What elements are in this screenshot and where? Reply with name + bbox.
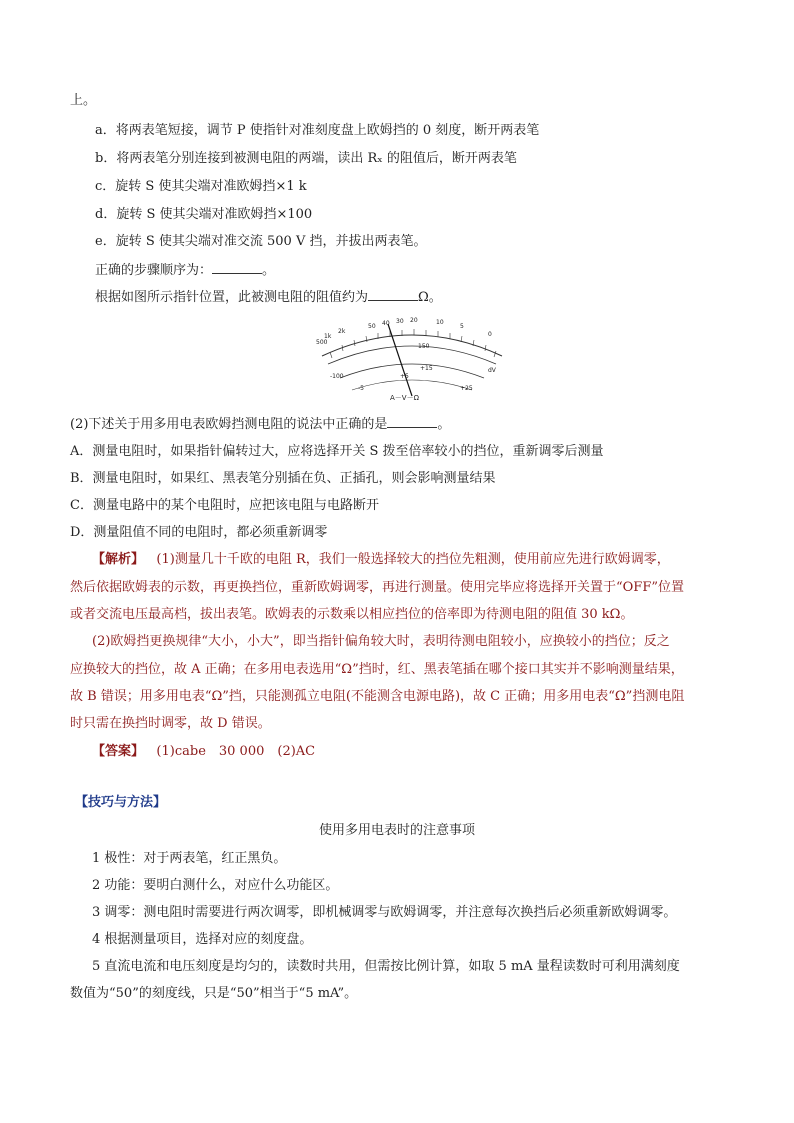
reading-suffix: Ω。: [418, 290, 442, 305]
reading-question: [95, 288, 442, 307]
tip-item-5-line-1: 5 直流电流和电压刻度是均匀的，读数时共用，但需按比例计算，如取 5 mA 量程读数时可利用满刻度: [92, 959, 680, 974]
ohm-label: 1k: [324, 333, 332, 340]
scale-label: 40: [382, 320, 390, 327]
analysis-text: (1)测量几十千欧的电阻 R，我们一般选择较大的挡位先粗测，使用前应先进行欧姆调零，: [156, 552, 670, 567]
multimeter-dial-figure: [310, 316, 515, 401]
scale-label: 150: [418, 343, 430, 350]
scale-label: +5: [400, 373, 409, 380]
q2-suffix: 。: [437, 417, 451, 432]
scale-label: -5: [358, 385, 364, 392]
step-d: d．旋转 S 使其尖端对准欧姆挡×100: [95, 207, 313, 222]
tips-title: 使用多用电表时的注意事项: [318, 823, 475, 838]
option-d: D．测量阻值不同的电阻时，都必须重新调零: [70, 525, 328, 540]
scale-label: -100: [330, 373, 344, 380]
scale-label: +25: [460, 385, 473, 392]
answer-blank: [212, 261, 262, 274]
tip-item: 4 根据测量项目，选择对应的刻度盘。: [92, 932, 313, 947]
continuation-text: 上。: [70, 93, 97, 108]
q2-stem-text: (2)下述关于用多用电表欧姆挡测电阻的说法中正确的是: [70, 417, 388, 432]
reading-prompt: 根据如图所示指针位置，此被测电阻的阻值约为: [95, 290, 369, 305]
scale-label: 0: [488, 331, 492, 338]
analysis-line-6: 故 B 错误；用多用电表“Ω”挡，只能测孤立电阻(不能测含电源电路)，故 C 正确；用多用电表“Ω”挡测电阻: [70, 689, 685, 704]
ohm-label: 2k: [338, 328, 346, 335]
answer-tag: 【答案】: [92, 744, 145, 759]
question-2-stem: [70, 415, 450, 434]
answer-blank: [387, 415, 437, 428]
order-prompt: 正确的步骤顺序为：: [95, 263, 213, 278]
tips-heading: 【技巧与方法】: [75, 795, 167, 810]
tip-item: 1 极性：对于两表笔，红正黑负。: [92, 851, 287, 866]
analysis-line-5: 应换较大的挡位，故 A 正确；在多用电表选用“Ω”挡时，红、黑表笔插在哪个接口其实并不影响测量结果，: [70, 662, 684, 677]
scale-label: dV: [488, 367, 496, 374]
scale-label: 50: [368, 323, 376, 330]
ohm-label: 500: [316, 339, 328, 346]
step-a: a．将两表笔短接，调节 P 使指针对准刻度盘上欧姆挡的 0 刻度，断开两表笔: [95, 123, 540, 138]
option-a: A．测量电阻时，如果指针偏转过大，应将选择开关 S 拨至倍率较小的挡位，重新调零后测量: [70, 444, 604, 459]
analysis-line-7: 时只需在换挡时调零，故 D 错误。: [70, 716, 271, 731]
tip-item-5-line-2: 数值为“50”的刻度线，只是“50”相当于“5 mA”。: [70, 986, 358, 1001]
step-e: e．旋转 S 使其尖端对准交流 500 V 挡，并拔出两表笔。: [95, 234, 427, 249]
meter-center-label: A－V－Ω: [390, 394, 419, 401]
order-question: [95, 261, 275, 280]
order-suffix: 。: [262, 263, 276, 278]
answer-text: (1)cabe 30 000 (2)AC: [156, 744, 316, 759]
scale-label: 30: [396, 318, 404, 325]
option-b: B．测量电阻时，如果红、黑表笔分别插在负、正插孔，则会影响测量结果: [70, 471, 496, 486]
option-c: C．测量电路中的某个电阻时，应把该电阻与电路断开: [70, 498, 379, 513]
analysis-tag: 【解析】: [92, 552, 145, 567]
scale-label: 20: [410, 317, 418, 324]
scale-label: 10: [436, 319, 444, 326]
scale-label: 5: [460, 323, 464, 330]
step-b: b．将两表笔分别连接到被测电阻的两端，读出 Rₓ 的阻值后，断开两表笔: [95, 151, 517, 166]
tip-item: 2 功能：要明白测什么，对应什么功能区。: [92, 878, 339, 893]
tip-item: 3 调零：测电阻时需要进行两次调零，即机械调零与欧姆调零，并注意每次换挡后必须重新欧姆调零。: [92, 905, 677, 920]
answer-line: [92, 743, 315, 761]
analysis-line-1: [92, 551, 670, 569]
analysis-line-2: 然后依据欧姆表的示数，再更换挡位，重新欧姆调零，再进行测量。使用完毕应将选择开关置于“OFF”位置: [70, 580, 684, 595]
scale-label: +15: [420, 365, 433, 372]
analysis-line-4: (2)欧姆挡更换规律“大小，小大”，即当指针偏角较大时，表明待测电阻较小，应换较小的挡位；反之: [92, 634, 670, 649]
step-c: c．旋转 S 使其尖端对准欧姆挡×1 k: [95, 179, 307, 194]
answer-blank: [368, 288, 418, 301]
analysis-line-3: 或者交流电压最高档，拔出表笔。欧姆表的示数乘以相应挡位的倍率即为待测电阻的阻值 30 kΩ。: [70, 607, 634, 622]
